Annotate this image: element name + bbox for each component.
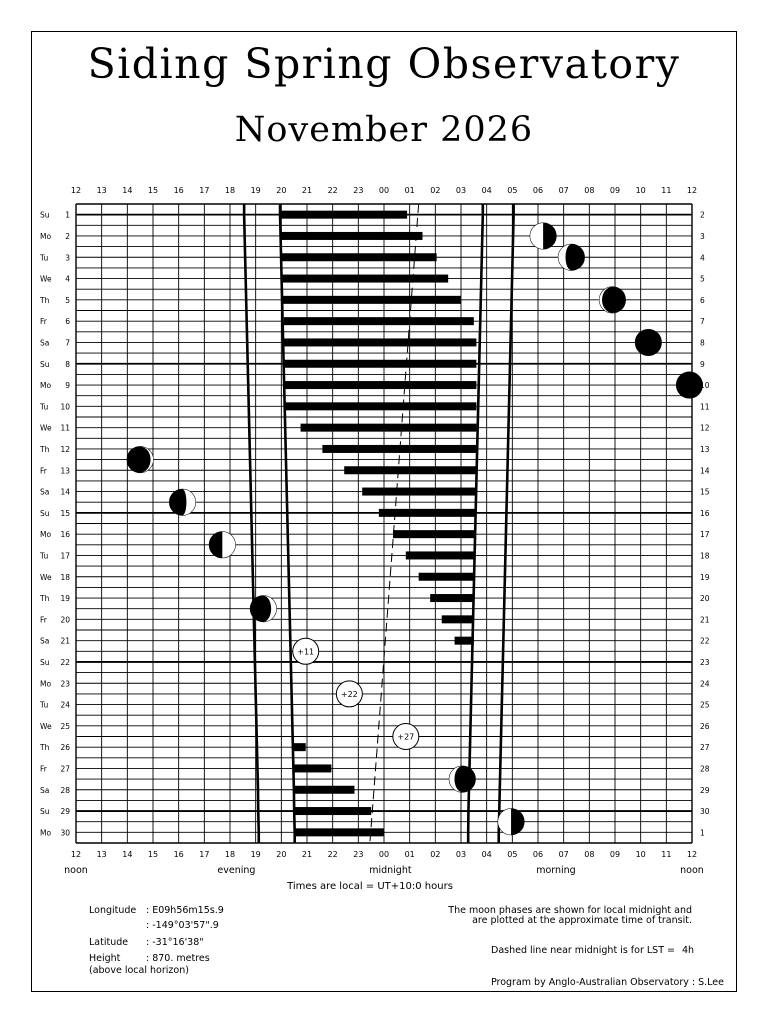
- row-next-day-label: 17: [700, 530, 710, 540]
- moon-age-label: -1: [259, 604, 268, 614]
- hour-tick-label-top: 00: [378, 186, 390, 195]
- moon-up-bar: [442, 615, 474, 623]
- row-weekday-label: Th: [40, 295, 50, 305]
- row-weekday-label: Fr: [40, 615, 47, 625]
- hour-tick-label-bottom: 06: [532, 850, 544, 859]
- row-day-label: 6: [65, 317, 70, 327]
- moon-up-bar: [283, 275, 449, 283]
- row-next-day-label: 30: [700, 807, 710, 817]
- row-day-label: 15: [60, 508, 70, 518]
- row-weekday-label: Mo: [40, 530, 52, 540]
- hour-tick-label-top: 20: [276, 186, 287, 195]
- moon-up-bar: [294, 786, 354, 794]
- row-weekday-label: Th: [40, 594, 50, 604]
- moon-up-bar: [293, 764, 332, 772]
- moon-lit-part: [530, 223, 543, 249]
- row-next-day-label: 6: [700, 295, 705, 305]
- hour-tick-label-top: 02: [430, 186, 441, 195]
- moon-disc: [676, 372, 702, 398]
- moon-phase-icon: [170, 489, 196, 515]
- moon-up-bar: [284, 338, 477, 346]
- hour-tick-label-top: 03: [455, 186, 467, 195]
- hour-tick-label-top: 21: [301, 186, 313, 195]
- row-day-label: 7: [65, 338, 70, 348]
- row-next-day-label: 2: [700, 210, 705, 220]
- moon-age-label: +27: [397, 732, 415, 742]
- page-title: Siding Spring Observatory: [87, 40, 681, 88]
- hour-tick-label-bottom: 18: [224, 850, 236, 859]
- row-next-day-label: 21: [700, 615, 710, 625]
- moon-up-bar: [344, 466, 476, 474]
- row-next-day-label: 18: [700, 551, 710, 561]
- time-of-day-label: evening: [217, 865, 256, 876]
- moon-up-bar: [283, 296, 461, 304]
- row-day-label: 19: [60, 594, 70, 604]
- hour-tick-label-top: 14: [122, 186, 133, 195]
- moon-phase-icon: [599, 287, 625, 313]
- moon-up-bar: [284, 317, 474, 325]
- hour-tick-label-bottom: 09: [609, 850, 621, 859]
- hour-tick-label-top: 19: [250, 186, 261, 195]
- moon-phase-icon: [250, 596, 276, 622]
- hour-tick-label-top: 06: [532, 186, 544, 195]
- hour-tick-label-bottom: 07: [558, 850, 569, 859]
- row-weekday-label: Mo: [40, 828, 52, 838]
- moon-lit-part: [222, 532, 235, 558]
- row-next-day-label: 27: [700, 743, 710, 753]
- hour-tick-label-top: 18: [224, 186, 236, 195]
- row-day-label: 29: [60, 807, 70, 817]
- moon-up-bar: [284, 381, 477, 389]
- row-day-label: 24: [60, 700, 70, 710]
- hour-tick-label-bottom: 01: [404, 850, 415, 859]
- row-next-day-label: 19: [700, 572, 710, 582]
- hour-tick-label-bottom: 05: [507, 850, 518, 859]
- moon-up-bar: [281, 253, 436, 261]
- row-weekday-label: Fr: [40, 317, 47, 327]
- row-day-label: 8: [65, 359, 70, 369]
- longitude-value-2: : -149°03'57".9: [146, 920, 219, 931]
- hour-tick-label-bottom: 16: [173, 850, 184, 859]
- moon-age-label: +25: [453, 775, 471, 785]
- hour-tick-label-top: 23: [353, 186, 364, 195]
- latitude-value: : -31°16'38": [146, 937, 204, 948]
- hour-tick-label-top: 15: [147, 186, 159, 195]
- hour-tick-label-bottom: 12: [686, 850, 698, 859]
- hour-tick-label-bottom: 14: [122, 850, 133, 859]
- row-next-day-label: 23: [700, 657, 710, 667]
- row-weekday-label: Mo: [40, 381, 52, 391]
- row-weekday-label: Mo: [40, 231, 52, 241]
- row-day-label: 2: [65, 231, 70, 241]
- moon-phase-icon: [676, 372, 702, 398]
- row-day-label: 27: [60, 764, 70, 774]
- row-weekday-label: We: [40, 423, 52, 433]
- hour-tick-label-top: 09: [609, 186, 621, 195]
- row-next-day-label: 12: [700, 423, 710, 433]
- moon-phase-icon: [449, 766, 475, 792]
- hour-tick-label-top: 12: [70, 186, 82, 195]
- moon-phase-icon: [209, 532, 235, 558]
- row-day-label: 17: [60, 551, 70, 561]
- row-next-day-label: 9: [700, 359, 705, 369]
- row-day-label: 28: [60, 785, 70, 795]
- moon-phase-icon: [530, 223, 556, 249]
- row-day-label: 16: [60, 530, 70, 540]
- page-subtitle: November 2026: [234, 110, 534, 150]
- row-weekday-label: Su: [40, 508, 50, 518]
- row-weekday-label: We: [40, 572, 52, 582]
- moon-age-label: +22: [340, 689, 358, 699]
- row-weekday-label: We: [40, 721, 52, 731]
- time-of-day-label: noon: [680, 865, 704, 876]
- time-of-day-label: midnight: [369, 865, 412, 876]
- row-next-day-label: 5: [700, 274, 705, 284]
- hour-tick-label-top: 12: [686, 186, 698, 195]
- hour-tick-label-bottom: 08: [584, 850, 595, 859]
- longitude-value-1: : E09h56m15s.9: [146, 905, 224, 916]
- row-weekday-label: Sa: [40, 636, 50, 646]
- moon-disc: [635, 329, 661, 355]
- moon-up-bar: [430, 594, 474, 602]
- row-next-day-label: 8: [700, 338, 705, 348]
- hour-tick-label-bottom: 17: [199, 850, 210, 859]
- row-next-day-label: 25: [700, 700, 710, 710]
- hour-tick-label-bottom: 22: [327, 850, 338, 859]
- hour-tick-label-top: 17: [199, 186, 210, 195]
- times-note: Times are local = UT+10:0 hours: [287, 881, 453, 892]
- row-weekday-label: Tu: [40, 700, 49, 710]
- row-next-day-label: 22: [700, 636, 710, 646]
- row-day-label: 10: [60, 402, 70, 412]
- moon-up-bar: [406, 551, 475, 559]
- moon-up-bar: [293, 743, 306, 751]
- row-day-label: 21: [60, 636, 70, 646]
- row-day-label: 18: [60, 572, 70, 582]
- moon-phase-icon: [393, 724, 419, 750]
- hour-tick-label-top: 07: [558, 186, 569, 195]
- height-note: (above local horizon): [89, 965, 189, 976]
- hour-tick-label-bottom: 00: [378, 850, 390, 859]
- hour-tick-label-bottom: 21: [301, 850, 313, 859]
- hour-tick-label-bottom: 13: [96, 850, 107, 859]
- row-next-day-label: 10: [700, 381, 710, 391]
- hour-tick-label-bottom: 12: [70, 850, 82, 859]
- moon-up-bar: [322, 445, 476, 453]
- row-day-label: 4: [65, 274, 70, 284]
- row-weekday-label: Th: [40, 743, 50, 753]
- moon-phase-icon: [127, 447, 153, 473]
- row-day-label: 22: [60, 657, 70, 667]
- hour-tick-label-top: 10: [635, 186, 646, 195]
- row-next-day-label: 29: [700, 785, 710, 795]
- row-weekday-label: Sa: [40, 487, 50, 497]
- moon-up-bar: [284, 402, 477, 410]
- site-info: [89, 905, 224, 976]
- hour-tick-label-bottom: 03: [455, 850, 467, 859]
- moon-phase-icon: [293, 638, 319, 664]
- row-next-day-label: 13: [700, 444, 710, 454]
- row-day-label: 1: [65, 210, 70, 220]
- row-day-label: 14: [60, 487, 70, 497]
- moon-up-bar: [419, 573, 474, 581]
- row-day-label: 23: [60, 679, 70, 689]
- hour-tick-label-top: 04: [481, 186, 492, 195]
- row-next-day-label: 28: [700, 764, 710, 774]
- row-weekday-label: Su: [40, 210, 50, 220]
- row-next-day-label: 16: [700, 508, 710, 518]
- moon-up-bar: [281, 232, 422, 240]
- row-day-label: 11: [60, 423, 70, 433]
- row-weekday-label: Tu: [40, 551, 49, 561]
- row-weekday-label: We: [40, 274, 52, 284]
- row-next-day-label: 26: [700, 721, 710, 731]
- moon-up-bar: [362, 488, 475, 496]
- hour-tick-label-bottom: 10: [635, 850, 646, 859]
- credit-line: Program by Anglo-Australian Observatory : S.Lee: [490, 977, 724, 988]
- row-weekday-label: Sa: [40, 338, 50, 348]
- latitude-label: Latitude: [89, 937, 129, 948]
- row-weekday-label: Su: [40, 359, 50, 369]
- longitude-label: Longitude: [89, 905, 137, 916]
- moon-note-1: The moon phases are shown for local midnight and: [448, 905, 692, 916]
- hour-tick-label-top: 11: [661, 186, 672, 195]
- row-next-day-label: 15: [700, 487, 710, 497]
- row-day-label: 13: [60, 466, 70, 476]
- row-day-label: 12: [60, 444, 70, 454]
- moon-age-label: +11: [297, 647, 315, 657]
- height-label: Height: [89, 953, 121, 964]
- row-day-label: 9: [65, 381, 70, 391]
- moon-phase-icon: [336, 681, 362, 707]
- moon-phase-icon: [635, 329, 661, 355]
- moon-phase-icon: [498, 809, 524, 835]
- moon-note-2: are plotted at the approximate time of transit.: [472, 915, 692, 926]
- hour-tick-label-bottom: 02: [430, 850, 441, 859]
- hour-tick-label-top: 22: [327, 186, 338, 195]
- hour-tick-label-top: 08: [584, 186, 595, 195]
- time-of-day-label: morning: [536, 865, 576, 876]
- hour-tick-label-bottom: 15: [147, 850, 159, 859]
- row-next-day-label: 24: [700, 679, 710, 689]
- hour-tick-label-bottom: 23: [353, 850, 364, 859]
- moon-up-bar: [294, 807, 371, 815]
- hour-tick-label-top: 05: [507, 186, 518, 195]
- row-next-day-label: 14: [700, 466, 710, 476]
- row-next-day-label: 7: [700, 317, 705, 327]
- row-day-label: 30: [60, 828, 70, 838]
- row-weekday-label: Su: [40, 807, 50, 817]
- dashed-value: 4h: [682, 945, 695, 956]
- row-weekday-label: Th: [40, 444, 50, 454]
- row-weekday-label: Mo: [40, 679, 52, 689]
- row-weekday-label: Fr: [40, 466, 47, 476]
- row-next-day-label: 11: [700, 402, 710, 412]
- moon-up-bar: [301, 424, 477, 432]
- row-next-day-label: 3: [700, 231, 705, 241]
- row-weekday-label: Tu: [40, 402, 49, 412]
- hour-tick-label-bottom: 20: [276, 850, 287, 859]
- hour-tick-label-bottom: 11: [661, 850, 672, 859]
- hour-tick-label-top: 16: [173, 186, 184, 195]
- dashed-note: Dashed line near midnight is for LST =: [491, 945, 675, 956]
- row-day-label: 3: [65, 253, 70, 263]
- row-next-day-label: 4: [700, 253, 705, 263]
- moon-up-bar: [393, 530, 475, 538]
- moon-up-bar: [455, 637, 474, 645]
- notes: [447, 905, 724, 988]
- moon-phase-icon: [558, 244, 584, 270]
- row-weekday-label: Tu: [40, 253, 49, 263]
- time-of-day-label: noon: [64, 865, 88, 876]
- moon-up-bar: [284, 360, 477, 368]
- hour-tick-label-top: 01: [404, 186, 415, 195]
- moon-phases: [127, 223, 702, 835]
- moon-up-bar: [281, 211, 407, 219]
- hour-tick-label-bottom: 04: [481, 850, 492, 859]
- hour-tick-label-bottom: 19: [250, 850, 261, 859]
- row-weekday-label: Sa: [40, 785, 50, 795]
- height-value: : 870. metres: [146, 953, 210, 964]
- hour-tick-label-top: 13: [96, 186, 107, 195]
- row-weekday-label: Su: [40, 657, 50, 667]
- row-day-label: 25: [60, 721, 70, 731]
- row-weekday-label: Fr: [40, 764, 47, 774]
- row-day-label: 26: [60, 743, 70, 753]
- row-next-day-label: 20: [700, 594, 710, 604]
- moon-up-bar: [379, 509, 475, 517]
- row-next-day-label: 1: [700, 828, 705, 838]
- row-day-label: 5: [65, 295, 70, 305]
- row-day-label: 20: [60, 615, 70, 625]
